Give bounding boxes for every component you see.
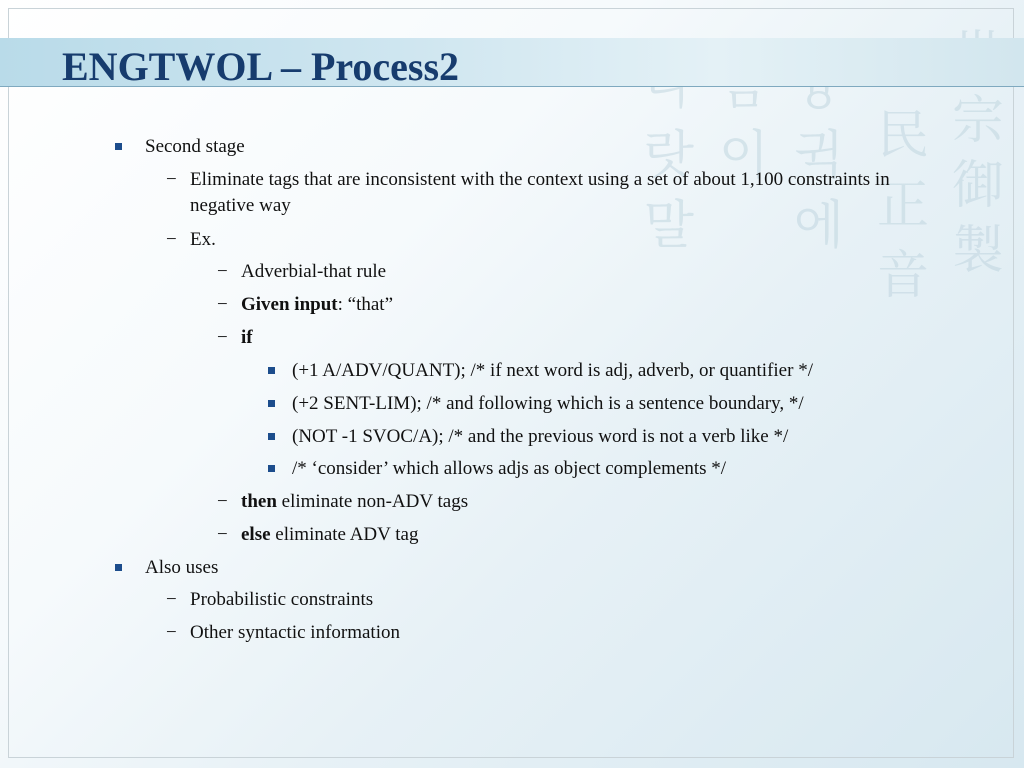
bullet-text <box>241 292 393 318</box>
bullet-text: Eliminate tags that are inconsistent with the context using a set of about 1,100 constraints in negative way <box>190 169 890 216</box>
dash-bullet-icon: − <box>217 524 228 545</box>
else-text: eliminate ADV tag <box>270 524 419 545</box>
else-label: else <box>241 524 271 545</box>
decor-glyph: 말 <box>643 196 694 256</box>
dash-bullet-icon: − <box>217 491 228 512</box>
bullet-text: (+2 SENT-LIM); /* and following which is a sentence boundary, */ <box>292 393 804 414</box>
bullet-text: Also uses <box>145 557 219 578</box>
dash-bullet-icon: − <box>166 169 177 190</box>
dash-bullet-icon: − <box>217 294 228 315</box>
decor-glyph: 音 <box>876 246 929 306</box>
decor-glyph: 御 <box>951 156 1004 216</box>
square-bullet-icon <box>115 564 122 571</box>
dash-bullet-icon: − <box>166 229 177 250</box>
bullet-text: Probabilistic constraints <box>190 589 374 610</box>
decor-glyph: 이 <box>718 126 769 186</box>
bullet-text: /* ‘consider’ which allows adjs as object complements */ <box>292 458 727 479</box>
slide-title: ENGTWOL – Process2 <box>62 44 460 89</box>
decor-glyph: 民 <box>876 106 929 166</box>
then-text: eliminate non-ADV tags <box>276 491 469 512</box>
bullet-text: Second stage <box>145 136 245 157</box>
bullet-text: Other syntactic information <box>190 622 400 643</box>
dash-bullet-icon: − <box>166 622 177 643</box>
square-bullet-icon <box>268 433 275 440</box>
bullet-text <box>241 489 468 515</box>
given-input-label: Given input <box>241 294 338 315</box>
decor-glyph: 랏 <box>643 126 694 186</box>
bullet-text: Adverbial-that rule <box>241 261 387 282</box>
decor-glyph: 宗 <box>951 91 1004 151</box>
dash-bullet-icon: − <box>217 327 228 348</box>
given-input-value: : “that” <box>337 294 394 315</box>
decor-glyph: 正 <box>876 176 929 236</box>
bullet-text: Ex. <box>190 229 216 250</box>
bullet-text <box>241 325 253 351</box>
if-label: if <box>241 327 253 348</box>
square-bullet-icon <box>268 400 275 407</box>
bullet-text <box>241 522 418 548</box>
bullet-text: (NOT -1 SVOC/A); /* and the previous word is not a verb like */ <box>292 426 789 447</box>
decor-glyph: 귁 <box>793 126 844 186</box>
bullet-text: (+1 A/ADV/QUANT); /* if next word is adj, adverb, or quantifier */ <box>292 360 813 381</box>
dash-bullet-icon: − <box>217 261 228 282</box>
square-bullet-icon <box>268 465 275 472</box>
decor-glyph: 에 <box>793 196 844 256</box>
dash-bullet-icon: − <box>166 589 177 610</box>
square-bullet-icon <box>268 367 275 374</box>
then-label: then <box>241 491 277 512</box>
square-bullet-icon <box>115 143 122 150</box>
decor-glyph: 製 <box>951 221 1004 281</box>
